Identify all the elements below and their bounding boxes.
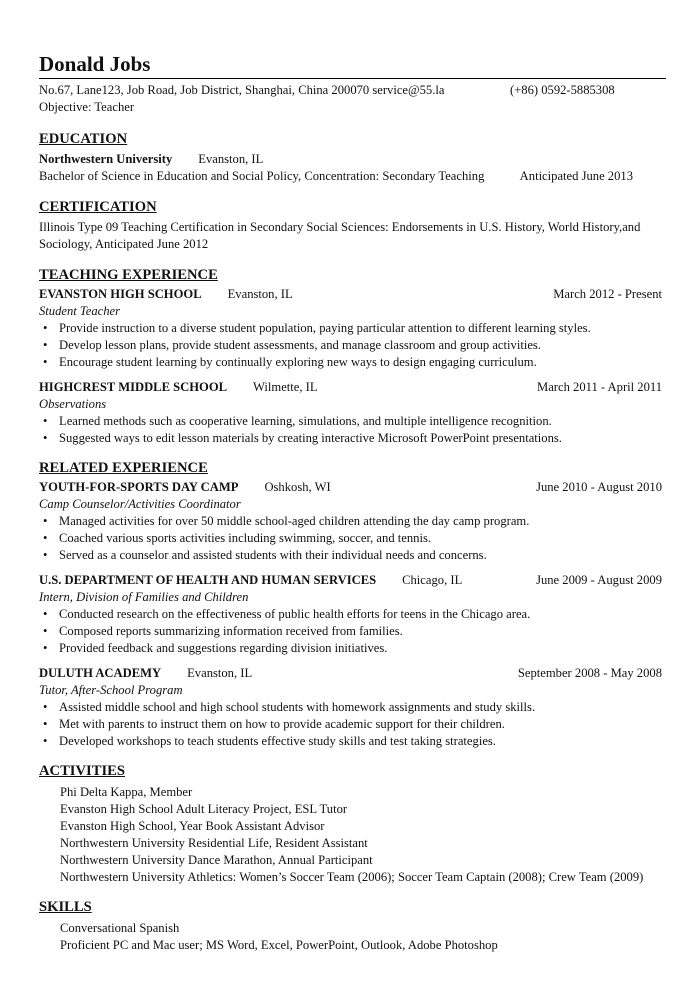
bullet-text: Develop lesson plans, provide student assessments, and manage classroom and group activities. [59, 338, 541, 352]
bullet-text: Provide instruction to a diverse student population, paying particular attention to different learning styles. [59, 321, 591, 335]
job-bullets [39, 606, 666, 657]
section-title-skills: SKILLS [39, 899, 92, 915]
degree: Bachelor of Science in Education and Social Policy, Concentration: Secondary Teaching [39, 169, 485, 183]
bullet-icon: • [43, 514, 48, 528]
school-name: Northwestern University [39, 152, 173, 166]
address-email: No.67, Lane123, Job Road, Job District, Shanghai, China 200070 service@55.la [39, 83, 445, 97]
list-item [39, 430, 666, 447]
bullet-text: Provided feedback and suggestions regarding division initiatives. [59, 641, 388, 655]
job-location: Evanston, IL [187, 666, 253, 680]
bullet-text: Developed workshops to teach students effective study skills and test taking strategies. [59, 734, 496, 748]
bullet-icon: • [43, 734, 48, 748]
phone-number: (+86) 0592-5885308 [510, 83, 615, 97]
certification-line-1: Illinois Type 09 Teaching Certification in Secondary Social Sciences: Endorsements in U.S. History, World History,and [39, 220, 641, 234]
list-item: Proficient PC and Mac user; MS Word, Excel, PowerPoint, Outlook, Adobe Photoshop [60, 938, 498, 952]
job-header [39, 479, 666, 496]
activities-section [39, 762, 666, 886]
list-item: Conversational Spanish [60, 921, 180, 935]
list-item [39, 606, 666, 623]
list-item: Phi Delta Kappa, Member [60, 785, 193, 799]
job-header [39, 379, 666, 396]
list-item [39, 413, 666, 430]
resume-page [39, 52, 666, 954]
bullet-icon: • [43, 355, 48, 369]
job-dates: June 2010 - August 2010 [536, 480, 662, 494]
graduation-date: Anticipated June 2013 [519, 169, 633, 183]
related-section [39, 459, 666, 750]
bullet-icon: • [43, 717, 48, 731]
job-bullets [39, 513, 666, 564]
job-dates: March 2011 - April 2011 [537, 380, 662, 394]
education-degree-row [39, 168, 666, 185]
skills-section [39, 898, 666, 954]
list-item [39, 530, 666, 547]
job-header [39, 286, 666, 303]
list-item: Evanston High School, Year Book Assistant Advisor [60, 819, 325, 833]
bullet-icon: • [43, 338, 48, 352]
list-item [39, 699, 666, 716]
bullet-text: Assisted middle school and high school students with homework assignments and study skills. [59, 700, 536, 714]
job-entry [39, 379, 666, 447]
bullet-text: Managed activities for over 50 middle school-aged children attending the day camp program. [59, 514, 530, 528]
section-title-related: RELATED EXPERIENCE [39, 460, 208, 476]
bullet-icon: • [43, 548, 48, 562]
job-dates: June 2009 - August 2009 [536, 573, 662, 587]
list-item [39, 320, 666, 337]
job-location: Chicago, IL [402, 573, 463, 587]
job-organization: DULUTH ACADEMY [39, 666, 162, 680]
job-entry [39, 572, 666, 657]
job-location: Oshkosh, WI [264, 480, 331, 494]
job-role: Observations [39, 397, 107, 411]
resume-header [39, 52, 666, 116]
list-item [39, 640, 666, 657]
job-bullets [39, 320, 666, 371]
list-item [39, 354, 666, 371]
bullet-icon: • [43, 641, 48, 655]
list-item [39, 513, 666, 530]
contact-line [39, 82, 666, 99]
list-item [39, 733, 666, 750]
list-item [39, 716, 666, 733]
bullet-icon: • [43, 700, 48, 714]
bullet-icon: • [43, 624, 48, 638]
job-organization: HIGHCREST MIDDLE SCHOOL [39, 380, 228, 394]
school-location: Evanston, IL [198, 152, 264, 166]
skills-list [39, 920, 666, 954]
bullet-icon: • [43, 531, 48, 545]
job-dates: September 2008 - May 2008 [517, 666, 662, 680]
list-item [39, 337, 666, 354]
bullet-icon: • [43, 414, 48, 428]
job-header [39, 665, 666, 682]
job-organization: YOUTH-FOR-SPORTS DAY CAMP [39, 480, 239, 494]
bullet-text: Served as a counselor and assisted students with their individual needs and concerns. [59, 548, 487, 562]
section-title-activities: ACTIVITIES [39, 763, 125, 779]
list-item [39, 547, 666, 564]
job-role: Tutor, After-School Program [39, 683, 183, 697]
job-entry [39, 479, 666, 564]
job-organization: EVANSTON HIGH SCHOOL [39, 287, 202, 301]
list-item: Evanston High School Adult Literacy Project, ESL Tutor [60, 802, 348, 816]
job-organization: U.S. DEPARTMENT OF HEALTH AND HUMAN SERVICES [39, 573, 377, 587]
objective: Objective: Teacher [39, 100, 135, 114]
certification-line-2: Sociology, Anticipated June 2012 [39, 237, 209, 251]
bullet-icon: • [43, 321, 48, 335]
list-item: Northwestern University Dance Marathon, Annual Participant [60, 853, 373, 867]
bullet-text: Suggested ways to edit lesson materials by creating interactive Microsoft PowerPoint presentations. [59, 431, 562, 445]
job-location: Wilmette, IL [253, 380, 318, 394]
bullet-icon: • [43, 431, 48, 445]
bullet-text: Encourage student learning by continually exploring new ways to design engaging curriculum. [59, 355, 537, 369]
bullet-text: Conducted research on the effectiveness of public health efforts for teens in the Chicago area. [59, 607, 531, 621]
bullet-text: Met with parents to instruct them on how to provide academic support for their children. [59, 717, 505, 731]
section-title-teaching: TEACHING EXPERIENCE [39, 267, 218, 283]
job-entry [39, 665, 666, 750]
activities-list [39, 784, 666, 886]
bullet-icon: • [43, 607, 48, 621]
bullet-text: Learned methods such as cooperative learning, simulations, and multiple intelligence recognition. [59, 414, 552, 428]
section-title-education: EDUCATION [39, 131, 128, 147]
applicant-name: Donald Jobs [39, 52, 151, 76]
job-role: Student Teacher [39, 304, 121, 318]
list-item: Northwestern University Athletics: Women’s Soccer Team (2006); Soccer Team Captain (2008); Crew Team (2009) [60, 870, 644, 884]
teaching-section [39, 266, 666, 447]
job-header [39, 572, 666, 589]
job-entry [39, 286, 666, 371]
job-dates: March 2012 - Present [553, 287, 662, 301]
header-divider [39, 78, 666, 79]
education-section [39, 130, 666, 185]
list-item: Northwestern University Residential Life, Resident Assistant [60, 836, 368, 850]
job-role: Intern, Division of Families and Children [39, 590, 249, 604]
bullet-text: Coached various sports activities including swimming, soccer, and tennis. [59, 531, 431, 545]
job-location: Evanston, IL [227, 287, 293, 301]
bullet-text: Composed reports summarizing information received from families. [59, 624, 403, 638]
job-role: Camp Counselor/Activities Coordinator [39, 497, 241, 511]
section-title-certification: CERTIFICATION [39, 199, 157, 215]
job-bullets [39, 699, 666, 750]
job-bullets [39, 413, 666, 447]
education-school-row [39, 151, 666, 168]
list-item [39, 623, 666, 640]
certification-section [39, 198, 666, 253]
